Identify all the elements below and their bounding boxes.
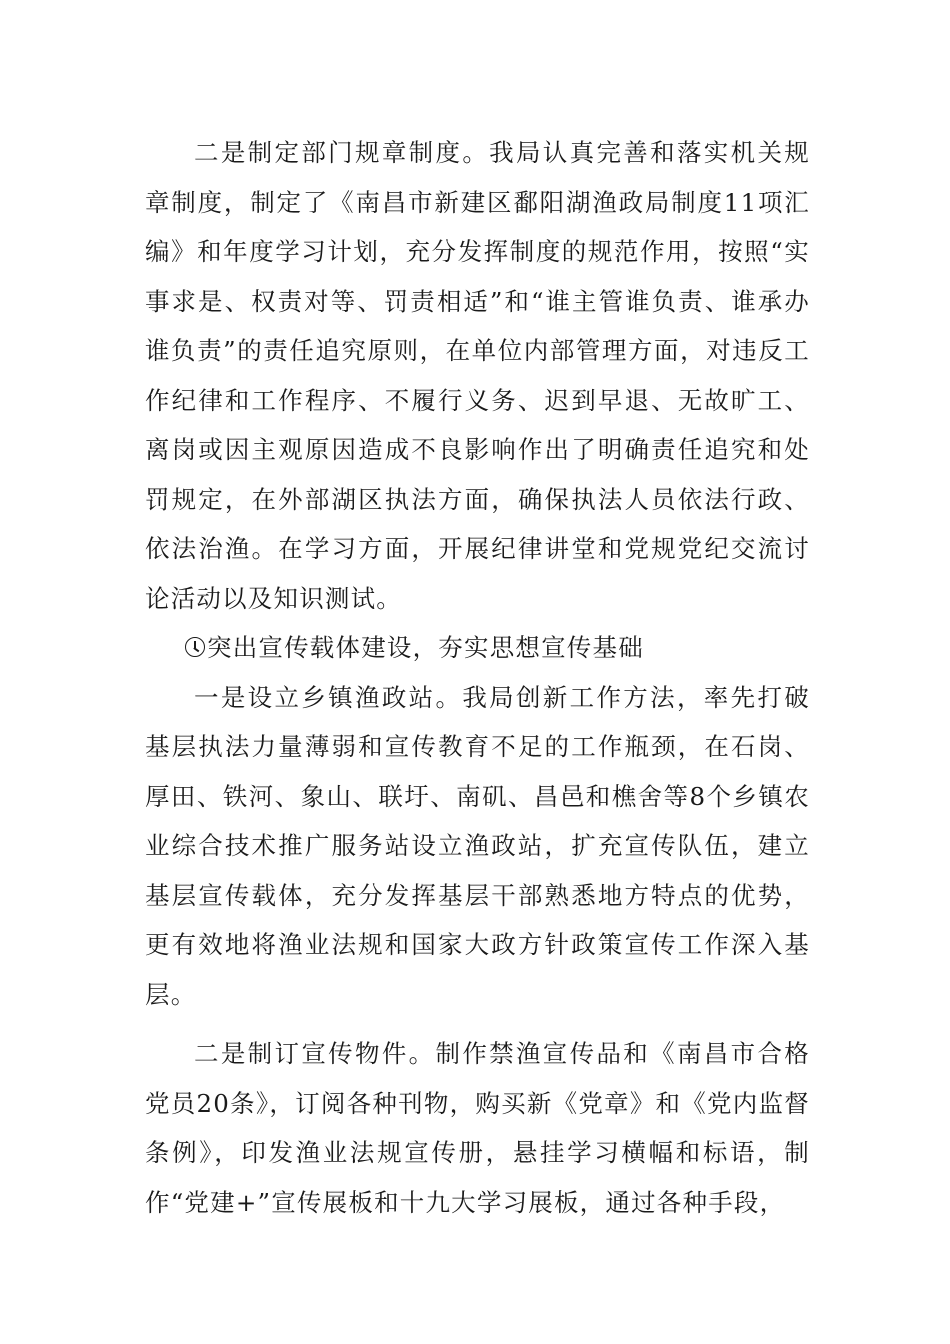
document-body xyxy=(145,128,810,1227)
paragraph-regulations: 二是制定部门规章制度。我局认真完善和落实机关规章制度，制定了《南昌市新建区鄱阳湖渔政局制度11项汇编》和年度学习计划，充分发挥制度的规范作用，按照“实事求是、权责对等、罚责相适”和“谁主管谁负责、谁承办谁负责”的责任追究原则，在单位内部管理方面，对违反工作纪律和工作程序、不履行义务、迟到早退、无故旷工、离岗或因主观原因造成不良影响作出了明确责任追究和处罚规定，在外部湖区执法方面，确保执法人员依法行政、依法治渔。在学习方面，开展纪律讲堂和党规党纪交流讨论活动以及知识测试。 xyxy=(145,138,810,613)
paragraph-promotional-materials: 二是制订宣传物件。制作禁渔宣传品和《南昌市合格党员20条》，订阅各种刊物，购买新《党章》和《党内监督条例》，印发渔业法规宣传册，悬挂学习横幅和标语，制作“党建+”宣传展板和十九大学习展板，通过各种手段， xyxy=(145,1039,810,1217)
clock-icon xyxy=(185,637,205,657)
paragraph-gap xyxy=(145,1019,810,1029)
paragraph-township-stations: 一是设立乡镇渔政站。我局创新工作方法，率先打破基层执法力量薄弱和宣传教育不足的工作瓶颈，在石岗、厚田、铁河、象山、联圩、南矶、昌邑和樵舍等8个乡镇农业综合技术推广服务站设立渔政站，扩充宣传队伍，建立基层宣传载体，充分发挥基层干部熟悉地方特点的优势，更有效地将渔业法规和国家大政方针政策宣传工作深入基层。 xyxy=(145,682,810,1009)
section-heading-text: 突出宣传载体建设，夯实思想宣传基础 xyxy=(207,633,644,662)
section-heading xyxy=(145,623,810,673)
